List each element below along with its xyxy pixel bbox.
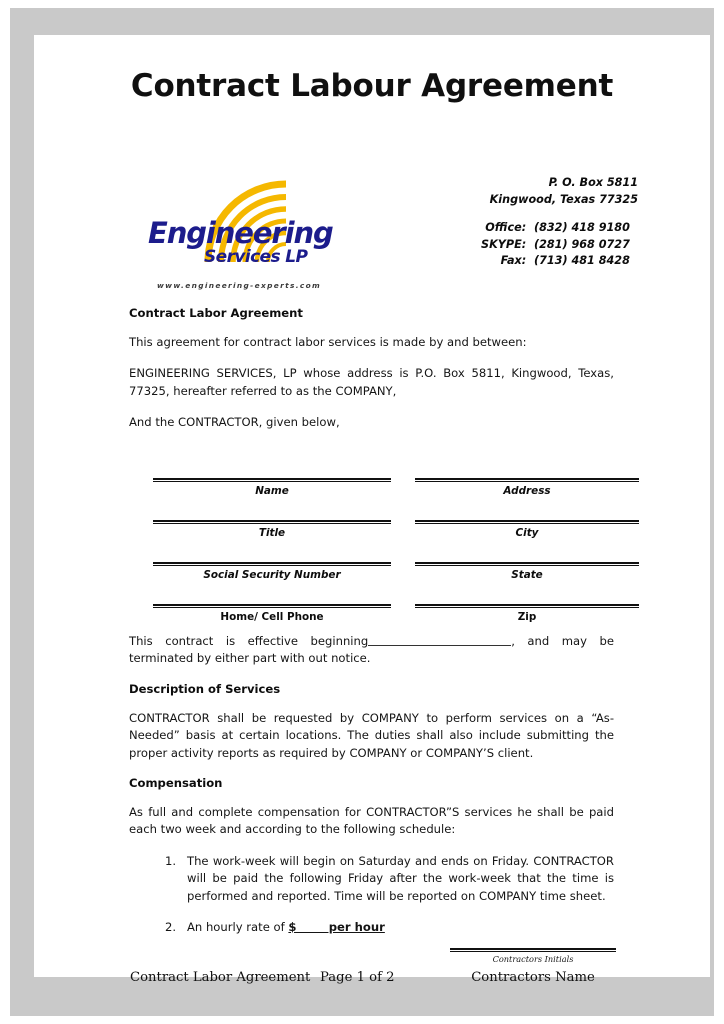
field-city[interactable]	[415, 520, 639, 539]
agreement-terms-section	[129, 633, 614, 936]
field-label: City	[515, 527, 539, 540]
field-row	[129, 478, 615, 520]
contact-office-value: (832) 418 9180	[534, 221, 630, 235]
contact-fax-row	[378, 253, 638, 270]
effective-date-blank[interactable]	[368, 634, 511, 646]
section-heading-services: Description of Services	[129, 681, 281, 696]
page-footer	[34, 915, 710, 985]
compensation-paragraph: As full and complete compensation for CONTRACTOR”S services he shall be paid each two week and according to the following schedule:	[129, 804, 614, 837]
contractors-initials-rule[interactable]	[450, 948, 616, 952]
contact-skype-row	[378, 237, 638, 254]
field-zip[interactable]	[415, 604, 639, 623]
contact-city-state-zip: Kingwood, Texas 77325	[489, 192, 638, 206]
effective-date-prefix: This contract is effective beginning	[129, 634, 369, 648]
company-clause-paragraph: ENGINEERING SERVICES, LP whose address is P.O. Box 5811, Kingwood, Texas, 77325, hereafter referred to as the COMPANY,	[129, 366, 614, 398]
document-page	[34, 35, 710, 985]
page-frame	[10, 8, 714, 1016]
field-row	[129, 562, 615, 604]
field-label: Title	[258, 527, 286, 540]
logo-website: www.engineering-experts.com	[157, 281, 322, 290]
contact-fax-label: Fax:	[500, 254, 527, 268]
contact-spacer	[378, 208, 638, 220]
field-label: Name	[255, 485, 289, 498]
contractor-clause-paragraph: And the CONTRACTOR, given below,	[129, 415, 340, 430]
effective-date-paragraph	[129, 633, 614, 668]
hourly-rate-prefix: An hourly rate of	[187, 919, 289, 934]
contractor-fields	[129, 478, 615, 646]
field-state[interactable]	[415, 562, 639, 581]
footer-contractors-name: Contractors Name	[471, 970, 595, 985]
contact-po-box: P. O. Box 5811	[548, 176, 638, 189]
contact-office-row	[378, 220, 638, 237]
effective-date-suffix: , and may be terminated by either part with out notice.	[129, 634, 614, 666]
field-label: Zip	[517, 611, 537, 624]
contact-fax-value: (713) 481 8428	[534, 254, 630, 268]
logo-company-sub: Services LP	[204, 247, 308, 267]
services-paragraph: CONTRACTOR shall be requested by COMPANY to perform services on a “As-Needed” basis at certain locations. The duties shall also include submitting the proper activity reports as required by COMPANY or COMPANY’S client.	[129, 710, 614, 760]
field-name[interactable]	[153, 478, 391, 497]
footer-document-name: Contract Labor Agreement	[130, 970, 311, 985]
contact-block	[378, 175, 638, 270]
field-address[interactable]	[415, 478, 639, 497]
page-title: Contract Labour Agreement	[130, 68, 614, 104]
field-label: State	[511, 569, 543, 582]
logo-company-name: Engineering	[148, 216, 333, 250]
contact-office-label: Office:	[485, 221, 527, 235]
field-label: Home/ Cell Phone	[220, 611, 324, 624]
field-label: Address	[503, 485, 551, 498]
field-home-cell-phone[interactable]	[153, 604, 391, 623]
intro-paragraph: This agreement for contract labor services is made by and between:	[129, 335, 527, 349]
field-social-security-number[interactable]	[153, 562, 391, 581]
contractors-initials-label: Contractors Initials	[492, 954, 574, 964]
company-logo	[148, 178, 333, 290]
agreement-intro-section	[129, 306, 614, 432]
section-heading-compensation: Compensation	[129, 775, 223, 790]
field-title[interactable]	[153, 520, 391, 539]
contact-skype-value: (281) 968 0727	[534, 237, 630, 251]
list-item: The work-week will begin on Saturday and ends on Friday. CONTRACTOR will be paid the following Friday after the work-week that the time is performed and reported. Time will be reported on COMPANY time sheet.	[187, 853, 614, 903]
contact-skype-label: SKYPE:	[481, 237, 527, 251]
field-label: Social Security Number	[203, 569, 341, 582]
section-heading-agreement: Contract Labor Agreement	[129, 306, 303, 320]
footer-page-number: Page 1 of 2	[320, 970, 395, 985]
hourly-rate-blank[interactable]: $ per hour	[288, 919, 385, 934]
field-row	[129, 520, 615, 562]
